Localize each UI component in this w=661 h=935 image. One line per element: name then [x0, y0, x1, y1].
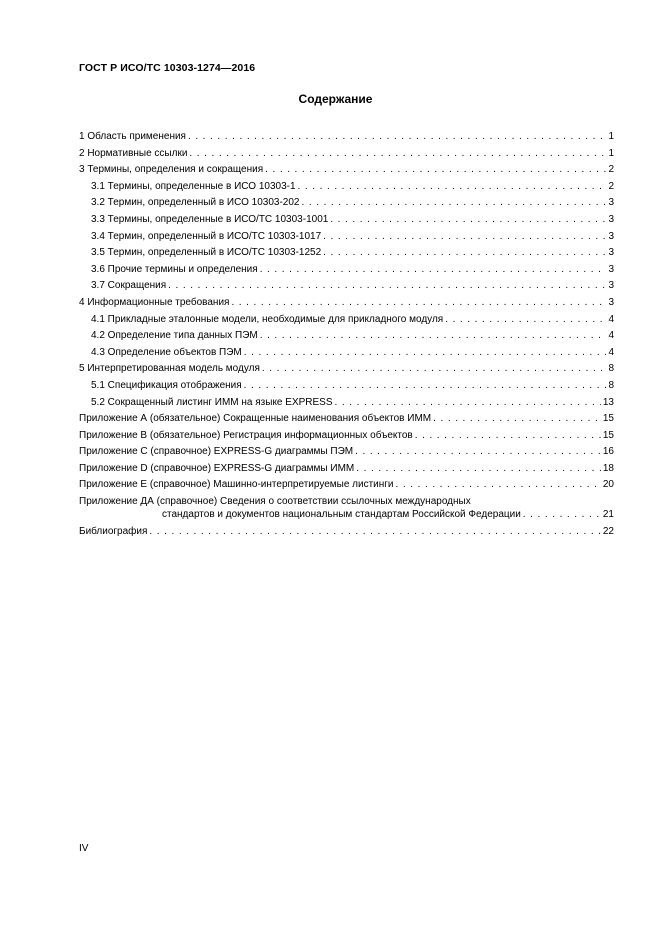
toc-leader-dots — [244, 347, 607, 359]
toc-entry-page: 1 — [608, 131, 614, 142]
toc-entry-page: 21 — [602, 508, 614, 520]
toc-entry-continuation — [79, 509, 614, 522]
toc-entry-text: 5.2 Сокращенный листинг ИММ на языке EXPRESS — [91, 396, 333, 408]
toc-entry-page: 2 — [608, 164, 614, 176]
toc-entry-page: 18 — [602, 462, 614, 474]
toc-entry[interactable] — [79, 446, 614, 458]
toc-entry-page: 3 — [608, 263, 614, 275]
toc-leader-dots — [189, 148, 606, 160]
toc-entry-page: 3 — [608, 197, 614, 209]
toc-leader-dots — [231, 297, 606, 309]
toc-entry-page: 13 — [602, 396, 614, 408]
toc-entry-page: 3 — [608, 247, 614, 259]
toc-leader-dots — [323, 247, 606, 259]
toc-leader-dots — [244, 380, 607, 392]
toc-entry-text: Приложение А (обязательное) Сокращенные наименования объектов ИММ — [79, 413, 432, 425]
toc-entry-appendix-da[interactable] — [79, 496, 614, 521]
toc-leader-dots — [262, 363, 607, 375]
toc-entry[interactable] — [79, 231, 614, 243]
toc-entry-page: 3 — [608, 230, 614, 242]
toc-entry-text: 3.2 Термин, определенный в ИСО 10303-202 — [91, 197, 300, 209]
page-number: IV — [79, 843, 89, 854]
toc-leader-dots — [330, 214, 606, 226]
toc-entry-text: 3.7 Сокращения — [91, 280, 167, 292]
toc-entry[interactable] — [79, 479, 614, 491]
toc-leader-dots — [302, 197, 607, 209]
toc-entry[interactable] — [79, 380, 614, 392]
toc-entry[interactable] — [79, 164, 614, 176]
toc-entry-text: 4 Информационные требования — [79, 296, 230, 308]
toc-entry-text: 4.2 Определение типа данных ПЭМ — [91, 330, 258, 342]
toc-entry-text-continued: стандартов и документов национальным стандартам Российской Федерации — [162, 508, 521, 520]
toc-entry-text: 3.6 Прочие термины и определения — [91, 263, 258, 275]
toc-entry[interactable] — [79, 397, 614, 409]
toc-entry-page: 3 — [608, 213, 614, 225]
toc-leader-dots — [335, 397, 601, 409]
toc-entry-page: 8 — [608, 363, 614, 375]
table-of-contents — [79, 131, 614, 542]
toc-entry-text: Библиография — [79, 525, 148, 537]
toc-entry[interactable] — [79, 214, 614, 226]
toc-entry[interactable] — [79, 280, 614, 292]
toc-entry-text: Приложение Е (справочное) Машинно-интерпретируемые листинги — [79, 479, 394, 491]
toc-entry-text: Приложение D (справочное) EXPRESS-G диаграммы ИММ — [79, 462, 355, 474]
toc-entry-text: 3.1 Термины, определенные в ИСО 10303-1 — [91, 180, 296, 192]
toc-entry[interactable] — [79, 131, 614, 143]
toc-entry-page: 4 — [608, 346, 614, 358]
toc-leader-dots — [298, 181, 607, 193]
toc-entry-page: 1 — [608, 147, 614, 159]
toc-leader-dots — [188, 131, 606, 143]
toc-leader-dots — [260, 330, 607, 342]
toc-entry[interactable] — [79, 347, 614, 359]
toc-leader-dots — [415, 430, 601, 442]
toc-leader-dots — [149, 526, 600, 538]
toc-leader-dots — [265, 164, 606, 176]
toc-entry-page: 3 — [608, 280, 614, 292]
toc-entry-text: 1 Область применения — [79, 131, 186, 142]
toc-entry-page: 2 — [608, 180, 614, 192]
toc-entry-page: 4 — [608, 313, 614, 325]
toc-leader-dots — [260, 264, 607, 276]
toc-entry-text: 3.5 Термин, определенный в ИСО/ТС 10303-1252 — [91, 247, 322, 259]
toc-entry[interactable] — [79, 264, 614, 276]
toc-entry[interactable] — [79, 247, 614, 259]
toc-entry[interactable] — [79, 148, 614, 160]
toc-entry-text: Приложение ДА (справочное) Сведения о соответствии ссылочных международных — [79, 496, 471, 508]
toc-entry-page: 4 — [608, 330, 614, 342]
toc-entry-page: 22 — [602, 525, 614, 537]
toc-entry[interactable] — [79, 463, 614, 475]
toc-entry-text: 5 Интерпретированная модель модуля — [79, 363, 260, 375]
toc-entry-text: 3 Термины, определения и сокращения — [79, 164, 264, 176]
toc-leader-dots — [445, 314, 606, 326]
toc-leader-dots — [356, 463, 601, 475]
toc-leader-dots — [433, 413, 601, 425]
toc-leader-dots — [168, 280, 606, 292]
toc-entry-bibliography[interactable] — [79, 526, 614, 538]
toc-entry[interactable] — [79, 197, 614, 209]
toc-entry[interactable] — [79, 363, 614, 375]
toc-entry-text: Приложение В (обязательное) Регистрация информационных объектов — [79, 429, 413, 441]
toc-entry[interactable] — [79, 181, 614, 193]
toc-entry-text: 3.4 Термин, определенный в ИСО/ТС 10303-1017 — [91, 230, 322, 242]
toc-entry-page: 3 — [608, 296, 614, 308]
toc-entry[interactable] — [79, 314, 614, 326]
toc-entry-text: Приложение С (справочное) EXPRESS-G диаграммы ПЭМ — [79, 446, 354, 458]
toc-leader-dots — [355, 446, 601, 458]
toc-entry-text: 3.3 Термины, определенные в ИСО/ТС 10303-1001 — [91, 213, 329, 225]
document-header: ГОСТ Р ИСО/ТС 10303-1274—2016 — [79, 62, 256, 74]
toc-entry-text: 2 Нормативные ссылки — [79, 147, 188, 159]
toc-entry-page: 8 — [608, 379, 614, 391]
toc-entry[interactable] — [79, 330, 614, 342]
toc-entry[interactable] — [79, 413, 614, 425]
toc-entry-text: 4.3 Определение объектов ПЭМ — [91, 346, 242, 358]
toc-entry-page: 15 — [602, 429, 614, 441]
toc-entry-page: 20 — [602, 479, 614, 491]
toc-leader-dots — [323, 231, 606, 243]
toc-entry[interactable] — [79, 297, 614, 309]
toc-leader-dots — [523, 509, 601, 521]
toc-leader-dots — [396, 479, 601, 491]
toc-entry[interactable] — [79, 430, 614, 442]
toc-entry-page: 15 — [602, 413, 614, 425]
toc-entry-text: 5.1 Спецификация отображения — [91, 379, 242, 391]
toc-entry-page: 16 — [602, 446, 614, 458]
toc-entry-text: 4.1 Прикладные эталонные модели, необходимые для прикладного модуля — [91, 313, 444, 325]
toc-title: Содержание — [298, 92, 373, 106]
